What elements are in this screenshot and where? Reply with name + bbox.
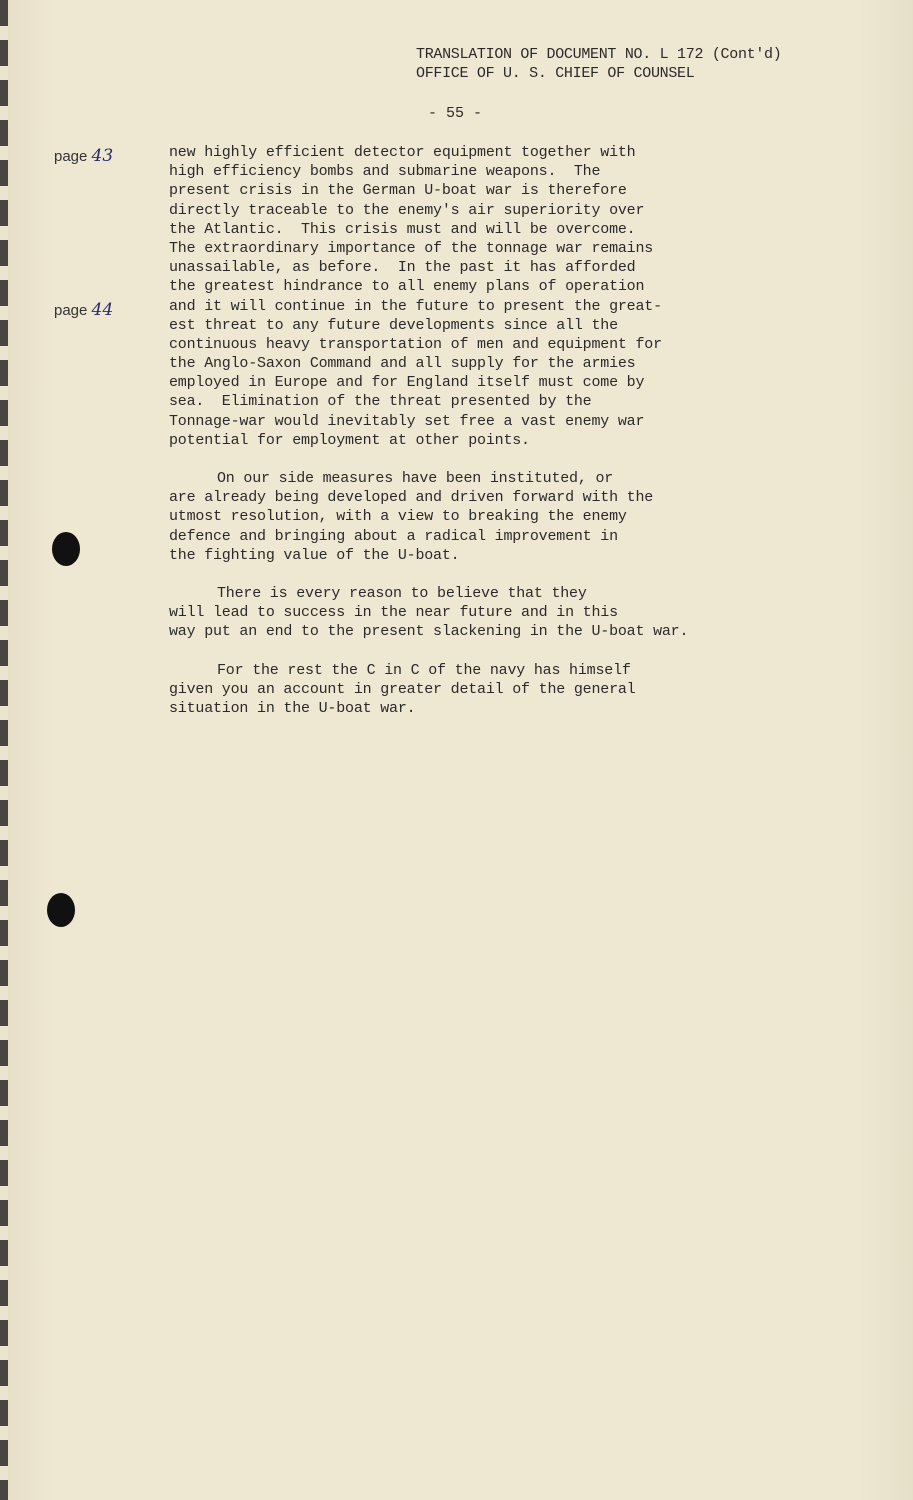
header-line-1: TRANSLATION OF DOCUMENT NO. L 172 (Cont'd) [416, 46, 782, 63]
text-line: est threat to any future developments since all the [169, 316, 618, 334]
text-line: new highly efficient detector equipment together with [169, 144, 636, 161]
text-line: situation in the U-boat war. [169, 699, 416, 717]
text-line: On our side measures have been instituted, or [217, 470, 614, 487]
punch-hole-icon [47, 893, 75, 927]
text-line: the Atlantic. This crisis must and will be overcome. [169, 220, 636, 238]
text-line: There is every reason to believe that they [217, 584, 587, 602]
text-line: the Anglo-Saxon Command and all supply for the armies [169, 355, 636, 373]
text-line: employed in Europe and for England itself must come by [169, 374, 645, 392]
paragraph-gap [169, 642, 889, 661]
paragraph-gap [169, 450, 889, 469]
body-text [169, 143, 889, 718]
page-number: - 55 - [428, 105, 483, 122]
text-line: The extraordinary importance of the tonnage war remains [169, 239, 654, 257]
binding-edge [0, 0, 8, 1500]
paragraph-1 [169, 143, 889, 450]
paragraph-2 [169, 469, 889, 565]
margin-note-label: page [54, 302, 88, 319]
text-line: sea. Elimination of the threat presented by the [169, 393, 592, 411]
margin-note-label: page [54, 148, 88, 165]
text-line: present crisis in the German U-boat war is therefore [169, 182, 627, 200]
margin-note-page-44 [54, 300, 113, 320]
text-line: are already being developed and driven forward with the [169, 489, 654, 507]
paragraph-3 [169, 584, 889, 642]
text-line: directly traceable to the enemy's air superiority over [169, 201, 645, 219]
text-line: continuous heavy transportation of men and equipment for [169, 335, 662, 353]
text-line: potential for employment at other points. [169, 431, 530, 449]
margin-note-page-43 [54, 146, 113, 166]
text-line: high efficiency bombs and submarine weapons. The [169, 163, 601, 181]
text-line: the greatest hindrance to all enemy plans of operation [169, 278, 645, 296]
paragraph-4 [169, 661, 889, 719]
text-line: utmost resolution, with a view to breaking the enemy [169, 508, 627, 526]
text-line: unassailable, as before. In the past it has afforded [169, 259, 636, 277]
header-line-2: OFFICE OF U. S. CHIEF OF COUNSEL [416, 65, 695, 82]
text-line: defence and bringing about a radical improvement in [169, 527, 618, 545]
text-line: For the rest the C in C of the navy has himself [217, 661, 631, 679]
text-line: and it will continue in the future to present the great- [169, 297, 662, 315]
document-header [416, 45, 781, 83]
punch-hole-icon [52, 532, 80, 566]
margin-note-number: 44 [91, 300, 114, 320]
paragraph-gap [169, 565, 889, 584]
margin-note-number: 43 [91, 146, 114, 166]
text-line: given you an account in greater detail of the general [169, 680, 636, 698]
text-line: Tonnage-war would inevitably set free a vast enemy war [169, 412, 645, 430]
text-line: the fighting value of the U-boat. [169, 546, 460, 564]
text-line: will lead to success in the near future and in this [169, 604, 618, 622]
text-line: way put an end to the present slackening in the U-boat war. [169, 623, 689, 641]
